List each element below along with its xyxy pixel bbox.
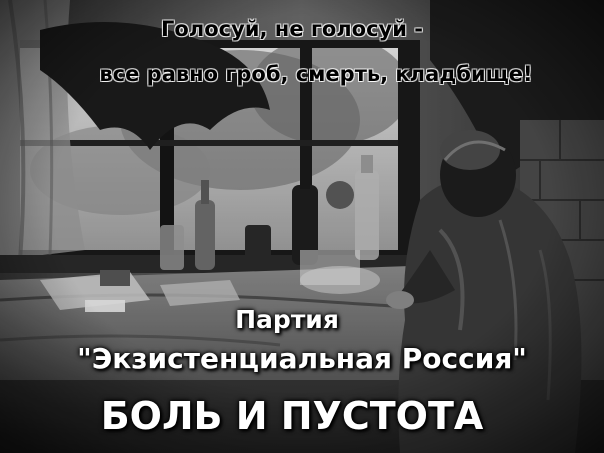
slogan: БОЛЬ И ПУСТОТА xyxy=(100,394,484,438)
top-caption-line-2: все равно гроб, смерть, кладбище! xyxy=(99,62,533,86)
top-caption-line-1: Голосуй, не голосуй - xyxy=(161,17,423,41)
party-name: "Экзистенциальная Россия" xyxy=(77,342,527,375)
party-label: Партия xyxy=(235,305,339,334)
